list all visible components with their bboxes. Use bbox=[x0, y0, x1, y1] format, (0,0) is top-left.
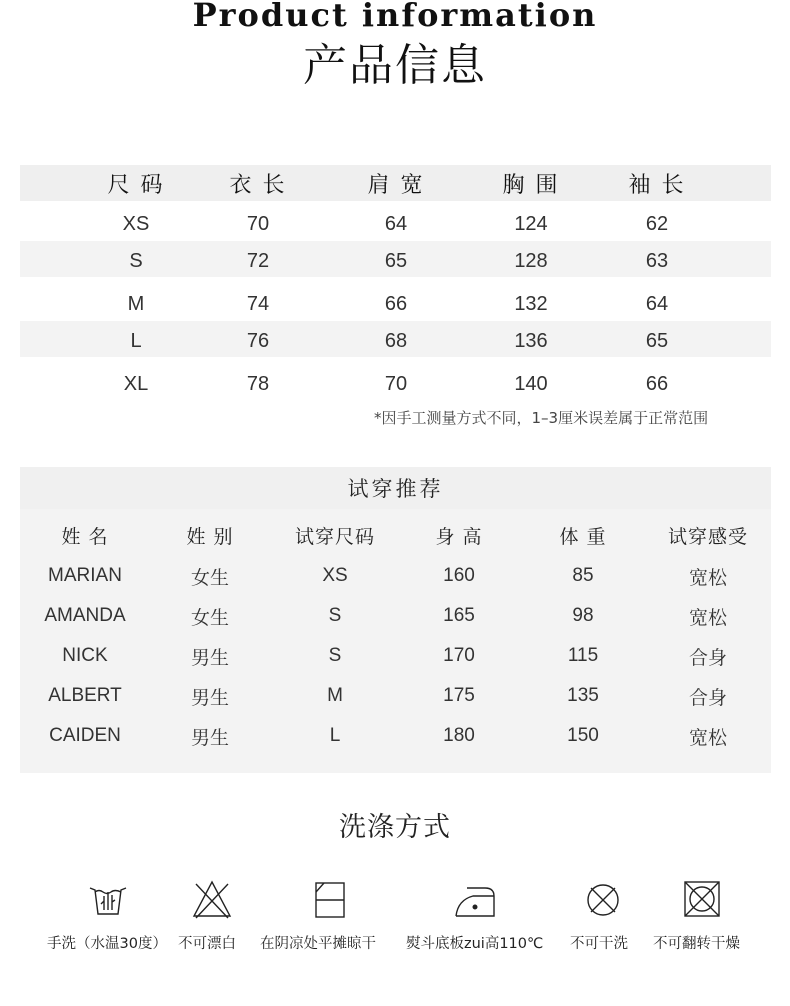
measurement-note: *因手工测量方式不同，1–3厘米误差属于正常范围 bbox=[374, 409, 709, 427]
line-dry-shade-icon bbox=[308, 878, 352, 922]
table-cell: 74 bbox=[246, 292, 270, 315]
table-cell: XL bbox=[123, 372, 149, 395]
table-row bbox=[20, 716, 771, 756]
column-header-name: 姓 名 bbox=[61, 525, 109, 548]
column-header-length: 衣 长 bbox=[229, 172, 287, 198]
column-header-sleeve: 袖 长 bbox=[628, 172, 686, 198]
table-cell: 男生 bbox=[190, 686, 229, 709]
table-cell: 132 bbox=[514, 292, 548, 315]
table-cell: 男生 bbox=[190, 726, 229, 749]
table-cell: 64 bbox=[384, 212, 408, 235]
table-row bbox=[20, 321, 771, 361]
table-cell: 男生 bbox=[190, 646, 229, 669]
table-cell: L bbox=[130, 329, 142, 352]
column-header-height: 身 高 bbox=[435, 525, 483, 548]
table-cell: M bbox=[327, 685, 343, 706]
table-cell: ALBERT bbox=[48, 685, 122, 706]
table-cell: 宽松 bbox=[688, 726, 727, 749]
column-header-tried-size: 试穿尺码 bbox=[294, 525, 375, 548]
table-cell: XS bbox=[322, 565, 348, 586]
table-cell: 63 bbox=[645, 249, 669, 272]
table-cell: 宽松 bbox=[688, 606, 727, 629]
table-cell: M bbox=[127, 292, 145, 315]
table-cell: S bbox=[328, 605, 342, 626]
care-label: 手洗（水温30度） bbox=[47, 936, 167, 952]
column-header-fit-feeling: 试穿感受 bbox=[667, 525, 748, 548]
no-tumble-dry-icon bbox=[680, 878, 724, 922]
size-table-header bbox=[20, 165, 771, 201]
washing-title: 洗涤方式 bbox=[339, 812, 451, 843]
table-row bbox=[20, 596, 771, 636]
table-cell: S bbox=[328, 645, 342, 666]
column-header-gender: 姓 别 bbox=[186, 525, 234, 548]
no-dry-clean-icon bbox=[581, 878, 625, 922]
table-cell: 160 bbox=[443, 565, 475, 586]
table-cell: NICK bbox=[62, 645, 108, 666]
table-cell: 64 bbox=[645, 292, 669, 315]
no-bleach-icon bbox=[190, 878, 234, 922]
table-cell: 72 bbox=[246, 249, 270, 272]
care-label: 不可翻转干燥 bbox=[653, 936, 740, 952]
table-cell: 85 bbox=[572, 565, 594, 586]
table-cell: 150 bbox=[567, 725, 599, 746]
table-cell: MARIAN bbox=[48, 565, 122, 586]
table-cell: L bbox=[329, 725, 341, 746]
hand-wash-icon bbox=[86, 878, 130, 922]
care-label: 不可干洗 bbox=[570, 936, 628, 952]
column-header-size: 尺 码 bbox=[107, 172, 165, 198]
table-cell: 135 bbox=[567, 685, 599, 706]
table-cell: 140 bbox=[514, 372, 548, 395]
table-cell: 65 bbox=[645, 329, 669, 352]
table-cell: 98 bbox=[572, 605, 594, 626]
table-cell: 女生 bbox=[190, 606, 229, 629]
table-cell: 66 bbox=[645, 372, 669, 395]
table-cell: 76 bbox=[246, 329, 270, 352]
tryon-table-header bbox=[20, 515, 771, 555]
table-row bbox=[20, 241, 771, 281]
table-cell: 70 bbox=[384, 372, 408, 395]
table-cell: 合身 bbox=[688, 646, 727, 669]
table-cell: 78 bbox=[246, 372, 270, 395]
care-label: 不可漂白 bbox=[178, 936, 236, 952]
table-cell: 62 bbox=[645, 212, 669, 235]
table-cell: 175 bbox=[443, 685, 475, 706]
table-cell: 宽松 bbox=[688, 566, 727, 589]
table-cell: AMANDA bbox=[44, 605, 126, 626]
table-cell: XS bbox=[122, 212, 150, 235]
tryon-title: 试穿推荐 bbox=[20, 467, 771, 509]
care-label: 熨斗底板zui高110℃ bbox=[406, 936, 544, 952]
column-header-chest: 胸 围 bbox=[502, 172, 560, 198]
column-header-shoulder: 肩 宽 bbox=[367, 172, 425, 198]
title-chinese: 产品信息 bbox=[303, 40, 487, 91]
table-cell: CAIDEN bbox=[49, 725, 121, 746]
table-cell: 115 bbox=[567, 645, 599, 666]
column-header-weight: 体 重 bbox=[559, 525, 607, 548]
table-cell: S bbox=[129, 249, 143, 272]
table-row bbox=[20, 281, 771, 321]
table-cell: 66 bbox=[384, 292, 408, 315]
table-cell: 70 bbox=[246, 212, 270, 235]
table-cell: 女生 bbox=[190, 566, 229, 589]
table-cell: 180 bbox=[443, 725, 475, 746]
table-cell: 65 bbox=[384, 249, 408, 272]
iron-icon bbox=[453, 878, 497, 922]
table-cell: 合身 bbox=[688, 686, 727, 709]
table-cell: 124 bbox=[514, 212, 548, 235]
tryon-table bbox=[20, 509, 771, 773]
care-label: 在阴凉处平摊晾干 bbox=[260, 936, 376, 952]
table-row bbox=[20, 201, 771, 241]
table-cell: 68 bbox=[384, 329, 408, 352]
table-row bbox=[20, 361, 771, 401]
table-row bbox=[20, 556, 771, 596]
table-row bbox=[20, 636, 771, 676]
table-cell: 128 bbox=[514, 249, 548, 272]
table-cell: 170 bbox=[443, 645, 475, 666]
table-cell: 136 bbox=[514, 329, 548, 352]
table-cell: 165 bbox=[443, 605, 475, 626]
table-row bbox=[20, 676, 771, 716]
size-table bbox=[20, 165, 771, 401]
title-english: Product information bbox=[192, 0, 598, 34]
